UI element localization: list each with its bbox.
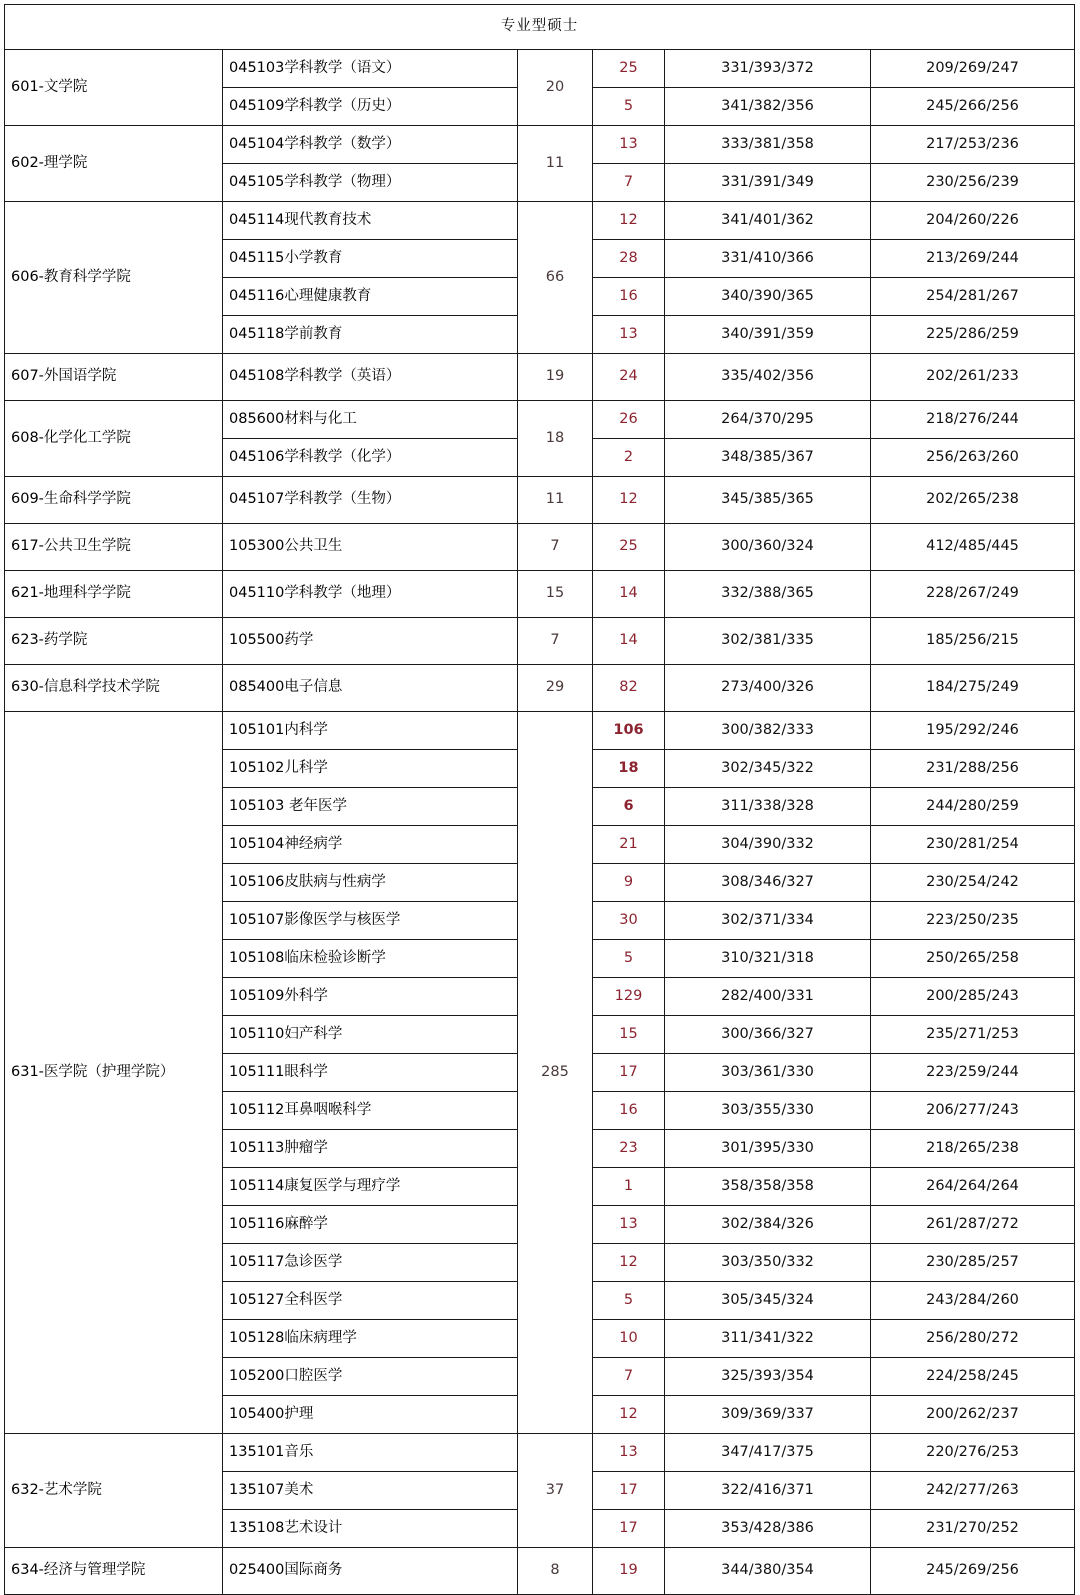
major-cell: 105114康复医学与理疗学	[223, 1168, 518, 1206]
major-cell: 105103 老年医学	[223, 788, 518, 826]
college-cell: 634-经济与管理学院	[5, 1548, 223, 1595]
major-cell: 045109学科教学（历史）	[223, 88, 518, 126]
major-cell: 105107影像医学与核医学	[223, 902, 518, 940]
subject-score-cell: 244/280/259	[871, 788, 1075, 826]
total-score-cell: 331/393/372	[665, 50, 871, 88]
subject-score-cell: 254/281/267	[871, 278, 1075, 316]
applicant-count-cell: 12	[593, 1396, 665, 1434]
major-cell: 085600材料与化工	[223, 401, 518, 439]
subject-score-cell: 231/270/252	[871, 1510, 1075, 1548]
applicant-count-cell: 28	[593, 240, 665, 278]
subject-score-cell: 200/285/243	[871, 978, 1075, 1016]
applicant-count-cell: 10	[593, 1320, 665, 1358]
table-row	[5, 477, 1075, 524]
major-cell: 045118学前教育	[223, 316, 518, 354]
applicant-count-cell: 106	[593, 712, 665, 750]
applicant-count-cell: 14	[593, 571, 665, 618]
subject-score-cell: 250/265/258	[871, 940, 1075, 978]
college-cell: 607-外国语学院	[5, 354, 223, 401]
table-row	[5, 665, 1075, 712]
major-cell: 025400国际商务	[223, 1548, 518, 1595]
table-row	[5, 1548, 1075, 1595]
applicant-count-cell: 12	[593, 202, 665, 240]
total-score-cell: 302/381/335	[665, 618, 871, 665]
applicant-count-cell: 24	[593, 354, 665, 401]
total-score-cell: 325/393/354	[665, 1358, 871, 1396]
major-cell: 105116麻醉学	[223, 1206, 518, 1244]
total-score-cell: 264/370/295	[665, 401, 871, 439]
major-cell: 105110妇产科学	[223, 1016, 518, 1054]
total-score-cell: 331/391/349	[665, 164, 871, 202]
total-score-cell: 303/361/330	[665, 1054, 871, 1092]
table-row	[5, 50, 1075, 88]
total-score-cell: 348/385/367	[665, 439, 871, 477]
admission-scores-table	[4, 4, 1075, 1595]
subject-score-cell: 228/267/249	[871, 571, 1075, 618]
total-score-cell: 305/345/324	[665, 1282, 871, 1320]
total-score-cell: 345/385/365	[665, 477, 871, 524]
subject-score-cell: 202/261/233	[871, 354, 1075, 401]
table-row	[5, 712, 1075, 750]
subject-score-cell: 195/292/246	[871, 712, 1075, 750]
major-cell: 105117急诊医学	[223, 1244, 518, 1282]
subject-score-cell: 206/277/243	[871, 1092, 1075, 1130]
applicant-count-cell: 17	[593, 1054, 665, 1092]
subject-score-cell: 218/265/238	[871, 1130, 1075, 1168]
subject-score-cell: 223/250/235	[871, 902, 1075, 940]
major-cell: 085400电子信息	[223, 665, 518, 712]
subject-score-cell: 230/285/257	[871, 1244, 1075, 1282]
applicant-count-cell: 21	[593, 826, 665, 864]
applicant-count-cell: 13	[593, 1434, 665, 1472]
subject-score-cell: 231/288/256	[871, 750, 1075, 788]
major-cell: 105101内科学	[223, 712, 518, 750]
table-row	[5, 126, 1075, 164]
plan-count-cell: 37	[518, 1434, 593, 1548]
total-score-cell: 340/391/359	[665, 316, 871, 354]
college-cell: 621-地理科学学院	[5, 571, 223, 618]
subject-score-cell: 412/485/445	[871, 524, 1075, 571]
total-score-cell: 341/401/362	[665, 202, 871, 240]
table-row	[5, 571, 1075, 618]
major-cell: 105500药学	[223, 618, 518, 665]
total-score-cell: 300/382/333	[665, 712, 871, 750]
total-score-cell: 311/341/322	[665, 1320, 871, 1358]
applicant-count-cell: 19	[593, 1548, 665, 1595]
total-score-cell: 302/371/334	[665, 902, 871, 940]
applicant-count-cell: 129	[593, 978, 665, 1016]
college-cell: 608-化学化工学院	[5, 401, 223, 477]
subject-score-cell: 256/263/260	[871, 439, 1075, 477]
total-score-cell: 344/380/354	[665, 1548, 871, 1595]
subject-score-cell: 235/271/253	[871, 1016, 1075, 1054]
major-cell: 045115小学教育	[223, 240, 518, 278]
applicant-count-cell: 16	[593, 278, 665, 316]
major-cell: 045105学科教学（物理）	[223, 164, 518, 202]
college-cell: 602-理学院	[5, 126, 223, 202]
table-row	[5, 202, 1075, 240]
subject-score-cell: 261/287/272	[871, 1206, 1075, 1244]
major-cell: 045108学科教学（英语）	[223, 354, 518, 401]
major-cell: 045116心理健康教育	[223, 278, 518, 316]
applicant-count-cell: 25	[593, 524, 665, 571]
applicant-count-cell: 12	[593, 477, 665, 524]
major-cell: 105127全科医学	[223, 1282, 518, 1320]
applicant-count-cell: 25	[593, 50, 665, 88]
major-cell: 105113肿瘤学	[223, 1130, 518, 1168]
subject-score-cell: 209/269/247	[871, 50, 1075, 88]
applicant-count-cell: 1	[593, 1168, 665, 1206]
major-cell: 105106皮肤病与性病学	[223, 864, 518, 902]
applicant-count-cell: 15	[593, 1016, 665, 1054]
table-row	[5, 524, 1075, 571]
total-score-cell: 311/338/328	[665, 788, 871, 826]
total-score-cell: 273/400/326	[665, 665, 871, 712]
applicant-count-cell: 5	[593, 940, 665, 978]
total-score-cell: 341/382/356	[665, 88, 871, 126]
major-cell: 105104神经病学	[223, 826, 518, 864]
total-score-cell: 303/350/332	[665, 1244, 871, 1282]
applicant-count-cell: 30	[593, 902, 665, 940]
major-cell: 135101音乐	[223, 1434, 518, 1472]
plan-count-cell: 8	[518, 1548, 593, 1595]
total-score-cell: 322/416/371	[665, 1472, 871, 1510]
applicant-count-cell: 2	[593, 439, 665, 477]
college-cell: 632-艺术学院	[5, 1434, 223, 1548]
applicant-count-cell: 16	[593, 1092, 665, 1130]
major-cell: 105111眼科学	[223, 1054, 518, 1092]
plan-count-cell: 19	[518, 354, 593, 401]
subject-score-cell: 184/275/249	[871, 665, 1075, 712]
total-score-cell: 333/381/358	[665, 126, 871, 164]
total-score-cell: 304/390/332	[665, 826, 871, 864]
subject-score-cell: 213/269/244	[871, 240, 1075, 278]
plan-count-cell: 7	[518, 524, 593, 571]
subject-score-cell: 245/269/256	[871, 1548, 1075, 1595]
major-cell: 045110学科教学（地理）	[223, 571, 518, 618]
subject-score-cell: 264/264/264	[871, 1168, 1075, 1206]
total-score-cell: 331/410/366	[665, 240, 871, 278]
subject-score-cell: 230/254/242	[871, 864, 1075, 902]
major-cell: 105102儿科学	[223, 750, 518, 788]
table-row	[5, 618, 1075, 665]
total-score-cell: 300/360/324	[665, 524, 871, 571]
college-cell: 601-文学院	[5, 50, 223, 126]
applicant-count-cell: 23	[593, 1130, 665, 1168]
subject-score-cell: 223/259/244	[871, 1054, 1075, 1092]
total-score-cell: 308/346/327	[665, 864, 871, 902]
subject-score-cell: 220/276/253	[871, 1434, 1075, 1472]
college-cell: 623-药学院	[5, 618, 223, 665]
college-cell: 609-生命科学学院	[5, 477, 223, 524]
title-row	[5, 5, 1075, 50]
total-score-cell: 303/355/330	[665, 1092, 871, 1130]
applicant-count-cell: 82	[593, 665, 665, 712]
college-cell: 630-信息科学技术学院	[5, 665, 223, 712]
applicant-count-cell: 18	[593, 750, 665, 788]
subject-score-cell: 245/266/256	[871, 88, 1075, 126]
major-cell: 105128临床病理学	[223, 1320, 518, 1358]
applicant-count-cell: 7	[593, 1358, 665, 1396]
applicant-count-cell: 7	[593, 164, 665, 202]
plan-count-cell: 15	[518, 571, 593, 618]
major-cell: 045114现代教育技术	[223, 202, 518, 240]
plan-count-cell: 11	[518, 477, 593, 524]
applicant-count-cell: 5	[593, 1282, 665, 1320]
applicant-count-cell: 13	[593, 1206, 665, 1244]
applicant-count-cell: 6	[593, 788, 665, 826]
total-score-cell: 302/345/322	[665, 750, 871, 788]
table-row	[5, 401, 1075, 439]
subject-score-cell: 217/253/236	[871, 126, 1075, 164]
college-cell: 606-教育科学学院	[5, 202, 223, 354]
subject-score-cell: 243/284/260	[871, 1282, 1075, 1320]
applicant-count-cell: 17	[593, 1510, 665, 1548]
applicant-count-cell: 17	[593, 1472, 665, 1510]
major-cell: 105200口腔医学	[223, 1358, 518, 1396]
subject-score-cell: 202/265/238	[871, 477, 1075, 524]
total-score-cell: 300/366/327	[665, 1016, 871, 1054]
total-score-cell: 310/321/318	[665, 940, 871, 978]
applicant-count-cell: 5	[593, 88, 665, 126]
major-cell: 135108艺术设计	[223, 1510, 518, 1548]
major-cell: 105108临床检验诊断学	[223, 940, 518, 978]
total-score-cell: 335/402/356	[665, 354, 871, 401]
total-score-cell: 347/417/375	[665, 1434, 871, 1472]
total-score-cell: 309/369/337	[665, 1396, 871, 1434]
subject-score-cell: 218/276/244	[871, 401, 1075, 439]
plan-count-cell: 18	[518, 401, 593, 477]
page-title: 专业型硕士	[5, 5, 1075, 50]
major-cell: 045106学科教学（化学）	[223, 439, 518, 477]
applicant-count-cell: 14	[593, 618, 665, 665]
applicant-count-cell: 26	[593, 401, 665, 439]
plan-count-cell: 66	[518, 202, 593, 354]
plan-count-cell: 20	[518, 50, 593, 126]
plan-count-cell: 29	[518, 665, 593, 712]
major-cell: 135107美术	[223, 1472, 518, 1510]
table-body	[5, 5, 1075, 1595]
table-row	[5, 354, 1075, 401]
applicant-count-cell: 13	[593, 316, 665, 354]
subject-score-cell: 256/280/272	[871, 1320, 1075, 1358]
applicant-count-cell: 12	[593, 1244, 665, 1282]
major-cell: 105400护理	[223, 1396, 518, 1434]
major-cell: 045107学科教学（生物）	[223, 477, 518, 524]
subject-score-cell: 185/256/215	[871, 618, 1075, 665]
subject-score-cell: 200/262/237	[871, 1396, 1075, 1434]
table-row	[5, 1434, 1075, 1472]
total-score-cell: 282/400/331	[665, 978, 871, 1016]
total-score-cell: 340/390/365	[665, 278, 871, 316]
major-cell: 105112耳鼻咽喉科学	[223, 1092, 518, 1130]
plan-count-cell: 285	[518, 712, 593, 1434]
plan-count-cell: 7	[518, 618, 593, 665]
subject-score-cell: 225/286/259	[871, 316, 1075, 354]
applicant-count-cell: 9	[593, 864, 665, 902]
subject-score-cell: 224/258/245	[871, 1358, 1075, 1396]
total-score-cell: 302/384/326	[665, 1206, 871, 1244]
total-score-cell: 353/428/386	[665, 1510, 871, 1548]
major-cell: 105109外科学	[223, 978, 518, 1016]
major-cell: 045104学科教学（数学）	[223, 126, 518, 164]
applicant-count-cell: 13	[593, 126, 665, 164]
subject-score-cell: 204/260/226	[871, 202, 1075, 240]
subject-score-cell: 242/277/263	[871, 1472, 1075, 1510]
total-score-cell: 301/395/330	[665, 1130, 871, 1168]
plan-count-cell: 11	[518, 126, 593, 202]
total-score-cell: 332/388/365	[665, 571, 871, 618]
college-cell: 631-医学院（护理学院）	[5, 712, 223, 1434]
subject-score-cell: 230/256/239	[871, 164, 1075, 202]
college-cell: 617-公共卫生学院	[5, 524, 223, 571]
total-score-cell: 358/358/358	[665, 1168, 871, 1206]
subject-score-cell: 230/281/254	[871, 826, 1075, 864]
major-cell: 045103学科教学（语文）	[223, 50, 518, 88]
major-cell: 105300公共卫生	[223, 524, 518, 571]
